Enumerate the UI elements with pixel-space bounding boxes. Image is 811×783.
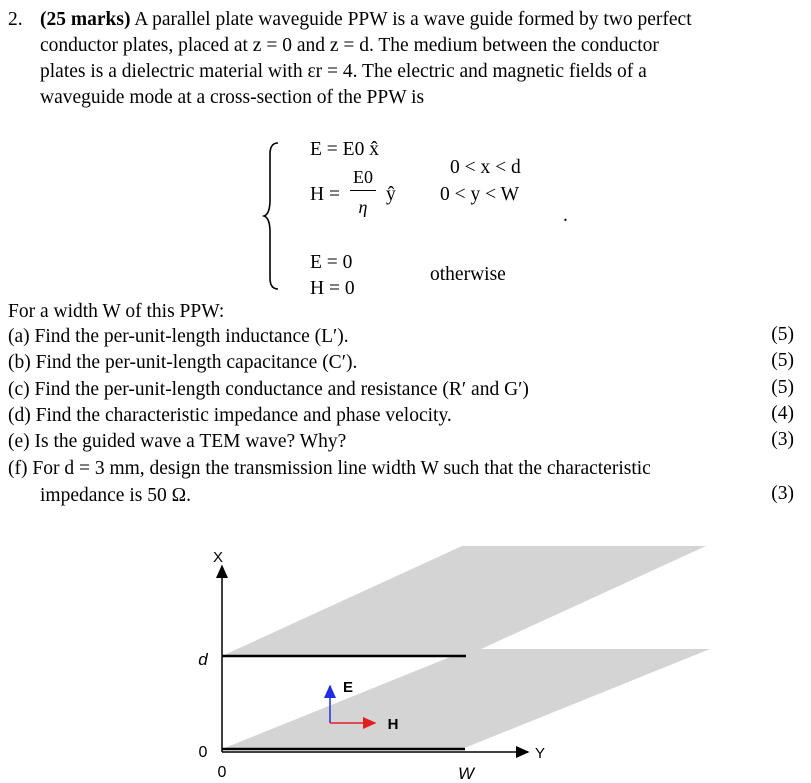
question-number: 2. <box>8 9 23 30</box>
intro-line-1: A parallel plate waveguide PPW is a wave guide formed by two perfect <box>130 9 692 30</box>
intro-line-3: plates is a dielectric material with εr = 4. The electric and magnetic fields of a <box>40 61 647 82</box>
part-a-marks: (5) <box>771 324 794 345</box>
condition-x: 0 < x < d <box>450 157 521 178</box>
left-brace <box>262 140 282 292</box>
part-f-continued: impedance is 50 Ω. <box>40 485 191 506</box>
part-d: (d) Find the characteristic impedance and phase velocity. <box>8 405 452 426</box>
zero-horizontal-label: 0 <box>217 764 227 781</box>
e-field-equation: E = E0 x̂ <box>310 139 379 160</box>
h-field-unit-vector: ŷ <box>386 184 396 205</box>
intro-line-2: conductor plates, placed at z = 0 and z = d. The medium between the conductor <box>40 35 659 56</box>
top-plate <box>222 546 706 656</box>
part-c: (c) Find the per-unit-length conductance and resistance (R′ and G′) <box>8 379 529 400</box>
w-label: W <box>457 764 475 783</box>
d-label: d <box>198 650 208 669</box>
e-vector-label: E <box>342 679 354 696</box>
question-line-1 <box>40 7 692 32</box>
equation-period: . <box>563 205 568 226</box>
h-vector-label: H <box>387 716 399 733</box>
part-a: (a) Find the per-unit-length inductance (L′). <box>8 326 349 347</box>
marks-label: (25 marks) <box>40 9 131 30</box>
h-field-lhs: H = <box>310 184 340 205</box>
part-d-marks: (4) <box>771 403 794 424</box>
intro-line-4: waveguide mode at a cross-section of the PPW is <box>40 87 425 108</box>
h-field-numerator: E0 <box>353 167 373 187</box>
part-e: (e) Is the guided wave a TEM wave? Why? <box>8 431 347 452</box>
part-b-marks: (5) <box>771 350 794 371</box>
fraction-bar <box>350 190 376 191</box>
zero-vertical-label: 0 <box>198 744 208 761</box>
part-c-marks: (5) <box>771 377 794 398</box>
parts-lead: For a width W of this PPW: <box>8 301 225 322</box>
x-axis-label: X <box>212 549 224 566</box>
part-f-marks: (3) <box>771 483 794 504</box>
ppw-diagram <box>0 540 811 783</box>
h-field-zero: H = 0 <box>310 278 355 299</box>
part-f: (f) For d = 3 mm, design the transmission line width W such that the characteristic <box>8 458 651 479</box>
otherwise-label: otherwise <box>430 264 506 285</box>
h-field-denominator: η <box>358 197 368 217</box>
y-axis-label: Y <box>534 745 546 762</box>
part-b: (b) Find the per-unit-length capacitance (C′). <box>8 352 358 373</box>
part-e-marks: (3) <box>771 429 794 450</box>
bottom-plate <box>222 649 710 749</box>
e-field-zero: E = 0 <box>310 252 353 273</box>
condition-y: 0 < y < W <box>440 184 520 205</box>
